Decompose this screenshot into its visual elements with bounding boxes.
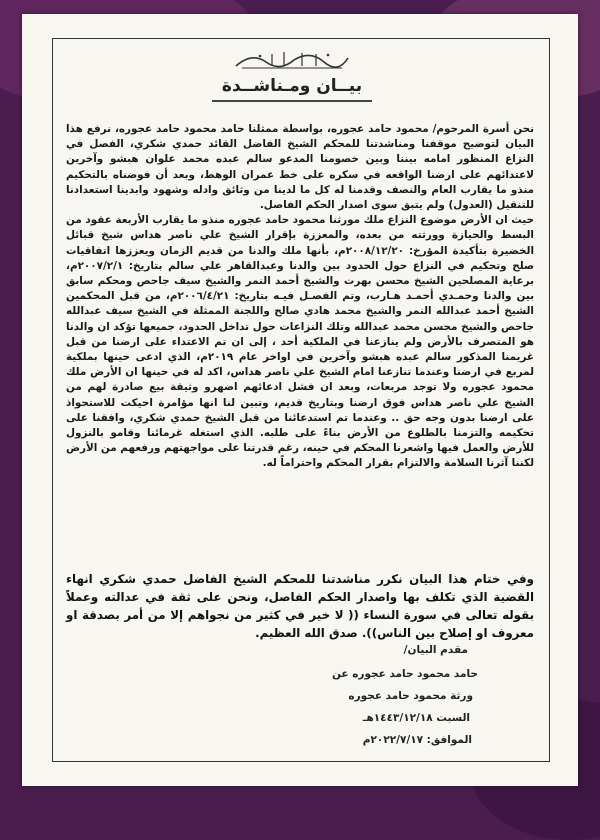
body-paragraph: نحن أسرة المرحوم/ محمود حامد عجوره، بواسطة ممثلنا حامد محمود حامد عجوره، نرفع هذا البيان لتوضيح موقفنا ومناشدتنا للمحكم الشيخ الفاضل القائد حمدي شكري، الفصل في النزاع المنظور امامه بيننا وبين خصومنا المدعو سالم عبده محمد علوان هبشو وآخرين لاعتدائهم على ارضنا الواقعه في سكره على خط عمران الوهط، وبعد أن فوضناه بالتحكيم منذو ما يقارب العام والنصف وقدمنا له كل ما لدينا من وثائق وادله وشهود وابدينا استعدادنا للتنقيل (العدول) ولم يتبق سوى اصدار الحكم الفاصل. <box>66 123 534 212</box>
heirs-name: ورثة محمود حامد عجوره <box>348 690 473 702</box>
gregorian-date: الموافق: ٢٠٢٢/٧/١٧م <box>362 734 472 746</box>
statement-body <box>66 122 534 472</box>
closing-paragraph: وفي ختام هذا البيان نكرر مناشدتنا للمحكم الشيخ الفاضل حمدي شكري انهاء القضية الذي تكلف بها واصدار الحكم الفاصل، ونحن على ثقة في عدالته وعملاً بقوله تعالى في سورة النساء (( لا خير في كثير من نجواهم إلا من أمر بصدقة او معروف او إصلاح بين الناس)). صدق الله العظيم. <box>66 572 534 640</box>
hijri-date: السبت ١٤٤٣/١٢/١٨هـ <box>362 712 470 724</box>
title-underline <box>212 100 372 102</box>
presented-by-label: مقدم البيان/ <box>403 644 468 656</box>
statement-title: بيــان ومـناشــدة <box>221 76 363 96</box>
bismillah-calligraphy <box>232 44 352 74</box>
statement-paper <box>22 14 578 786</box>
signatory-name: حامد محمود حامد عجوره عن <box>331 668 478 680</box>
body-paragraph: حيث ان الأرض موضوع النزاع ملك مورثنا محمود حامد عجوره منذو ما يقارب الأربعة عقود من البسط والحيازة وورثته من بعده، والمعززة بإقرار الشيخ علي ناصر هداس شيخ قبائل الخضيرة بتأكيدة المؤرخ: ٢٠٠٨/١٢/٢٠م، بأنها ملك والدنا من قديم الزمان ويعززها اتفاقيات صلح وتحكيم في النزاع حول الحدود بين والدنا وعبدالقاهر علي سالم بتاريخ: ٢٠٠٧/٢/١م، برعاية المصلحين الشيخ محسن بهرت والشيخ أحمد النمر والشيخ سيف جاحص ومحكم سابق بين والدنا وحمـدي أحمـد هـارب، وتم الفصـل فيـه بتاريخ: ٢٠٠٦/٤/٢١م، من قبل المحكمين الشيخ أحمد عبدالله النمر والشيخ محمد هادي صالح واللجنة الممثلة في الشيخ سيف عبدالله جاحص والشيخ محسن محمد عبدالله وتلك النزاعات حول تداخل الحدود، جميعها تؤكد ان والدنا هو المتصرف بالأرض ولم ينازعنا في الملكية أحد ، إلى ان تم الاعتداء على ارضنا من قبل غريمنا المذكور سالم عبده هبشو وآخرين في اواخر عام ٢٠١٩م، الذي ادعى حينها بملكية لمربع في ارضنا وعندما تنازعنا امام الشيخ علي ناصر هداس، اكد له في حينها ان الأرض ملك محمود عجوره ولا توجد مربعات، وبعد ان فشل ادعائهم اضهرو وثيقة بيع صادرة لهم من الشيخ علي ناصر هداس فوق ارضنا وبتاريخ قديم، وتبين لنا انها مؤامرة احيكت للاستحواذ على ارضنا بدون وجه حق .. وعندما تم استدعائنا من قبل الشيخ حمدي شكري، وافقنا على تحكيمه والتزمنا بالطلوع من الأرض بناءً على طلبه. الذي استغله غرمائنا وقامو بالنزول للأرض والعمل فيها واشعرنا المحكم في حينه، رغم قدرتنا على مواجهتهم ورفعهم من الأرض لكننا آثرنا السلامة والالتزام بقرار المحكم واحتراماً له. <box>66 214 535 470</box>
